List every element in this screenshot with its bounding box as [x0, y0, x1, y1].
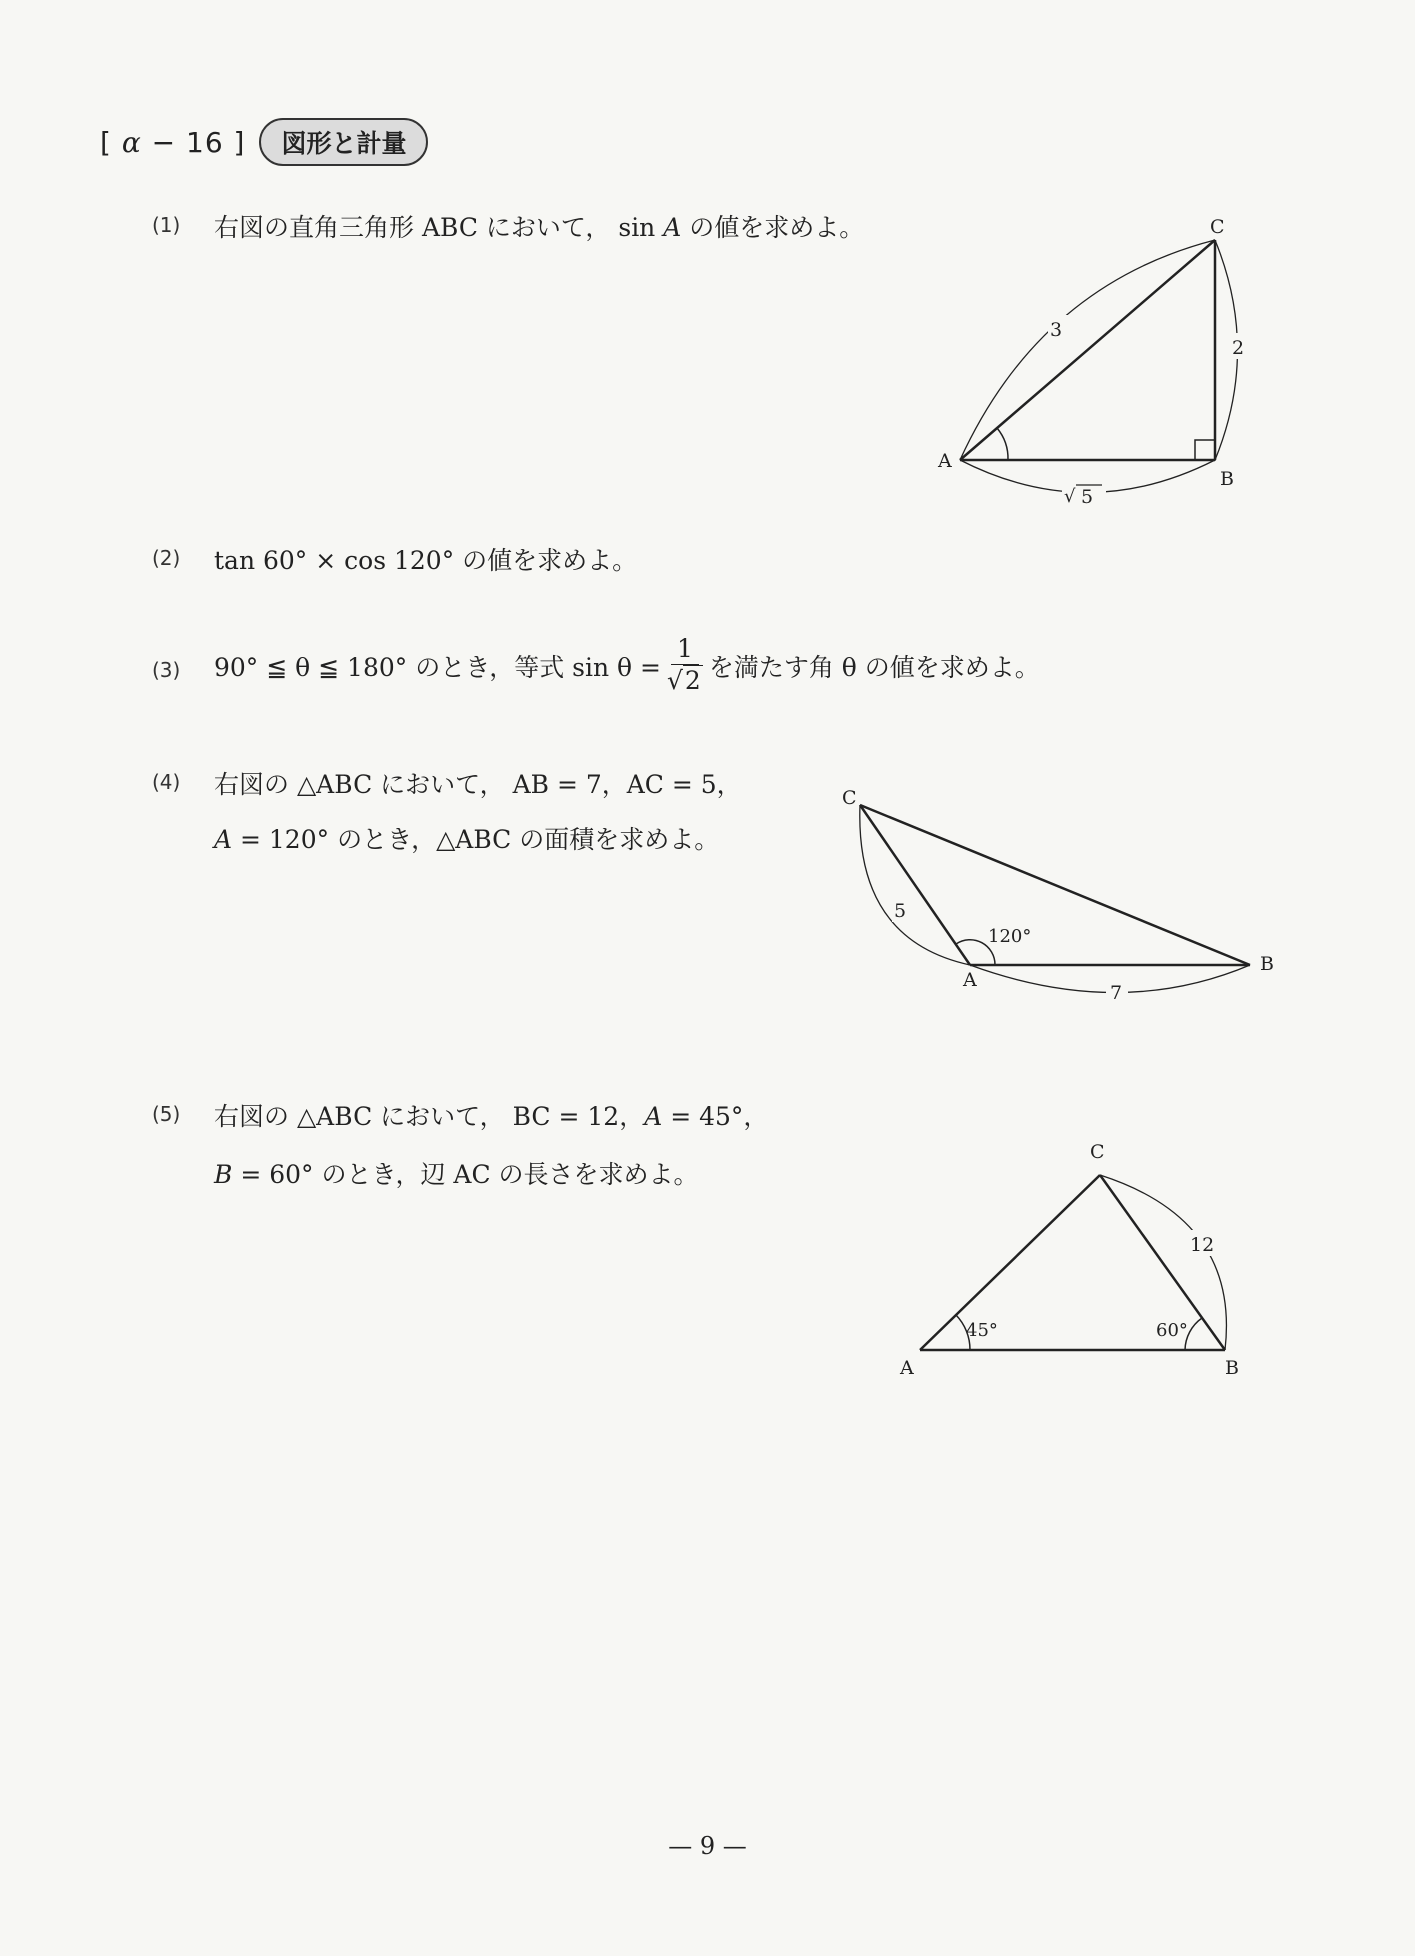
label-ab: 5: [1081, 486, 1094, 508]
question-text-line1: 右図の △ABC において， BC = 12，A = 45°，: [214, 1102, 769, 1131]
section-header: [100, 118, 428, 166]
question-text-line1: 右図の △ABC において， AB = 7，AC = 5，: [214, 770, 742, 799]
label-angle-a: 45°: [966, 1320, 998, 1341]
question-number: (5): [152, 1102, 181, 1126]
question-text: 90° ≦ θ ≦ 180° のとき，等式 sin θ = $\frac{1}{√2}$ を満たす角 θ の値を求めよ。: [214, 634, 1040, 698]
label-bc: 2: [1232, 337, 1245, 359]
fraction: $\frac{1}{√2}$: [667, 634, 703, 698]
right-angle-mark: [1195, 440, 1215, 460]
vertex-a: A: [963, 969, 977, 991]
page-number: — 9 —: [668, 1832, 747, 1860]
label-angle-a: 120°: [988, 926, 1032, 947]
label-ab: 7: [1110, 982, 1123, 1004]
figure-right-triangle: [930, 205, 1260, 510]
label-angle-b: 60°: [1156, 1320, 1188, 1341]
side-ac: [920, 1175, 1100, 1350]
label-ac: 5: [894, 900, 907, 922]
vertex-b: B: [1260, 953, 1274, 975]
section-code: [ α − 16 ]: [100, 125, 246, 159]
side-bc: [860, 805, 1250, 965]
vertex-a: A: [938, 450, 952, 472]
vertex-c: C: [1210, 216, 1225, 238]
label-ac: 3: [1050, 319, 1063, 341]
side-ac: [860, 805, 970, 965]
sqrt: √2: [666, 666, 701, 695]
question-text-line2: A = 120° のとき，△ABC の面積を求めよ。: [214, 825, 720, 854]
figure-obtuse-triangle: [830, 780, 1290, 1020]
question-number: (3): [152, 658, 181, 682]
vertex-b: B: [1220, 468, 1234, 490]
figure-triangle: [880, 1130, 1280, 1380]
vertex-c: C: [1090, 1141, 1105, 1163]
vertex-b: B: [1225, 1357, 1239, 1379]
vertex-a: A: [900, 1357, 914, 1379]
question-number: (4): [152, 770, 181, 794]
sqrt-symbol: √: [1064, 486, 1076, 507]
question-number: (2): [152, 546, 181, 570]
side-ac: [960, 240, 1215, 460]
question-text: 右図の直角三角形 ABC において， sin A の値を求めよ。: [214, 213, 865, 242]
alpha-symbol: α: [121, 125, 142, 159]
topic-badge: 図形と計量: [259, 118, 428, 166]
vertex-c: C: [842, 787, 857, 809]
angle-a-arc: [997, 428, 1008, 460]
question-text-line2: B = 60° のとき，辺 AC の長さを求めよ。: [214, 1160, 699, 1189]
label-bc: 12: [1190, 1234, 1215, 1256]
question-number: (1): [152, 213, 181, 237]
question-text: tan 60° × cos 120° の値を求めよ。: [214, 546, 638, 575]
